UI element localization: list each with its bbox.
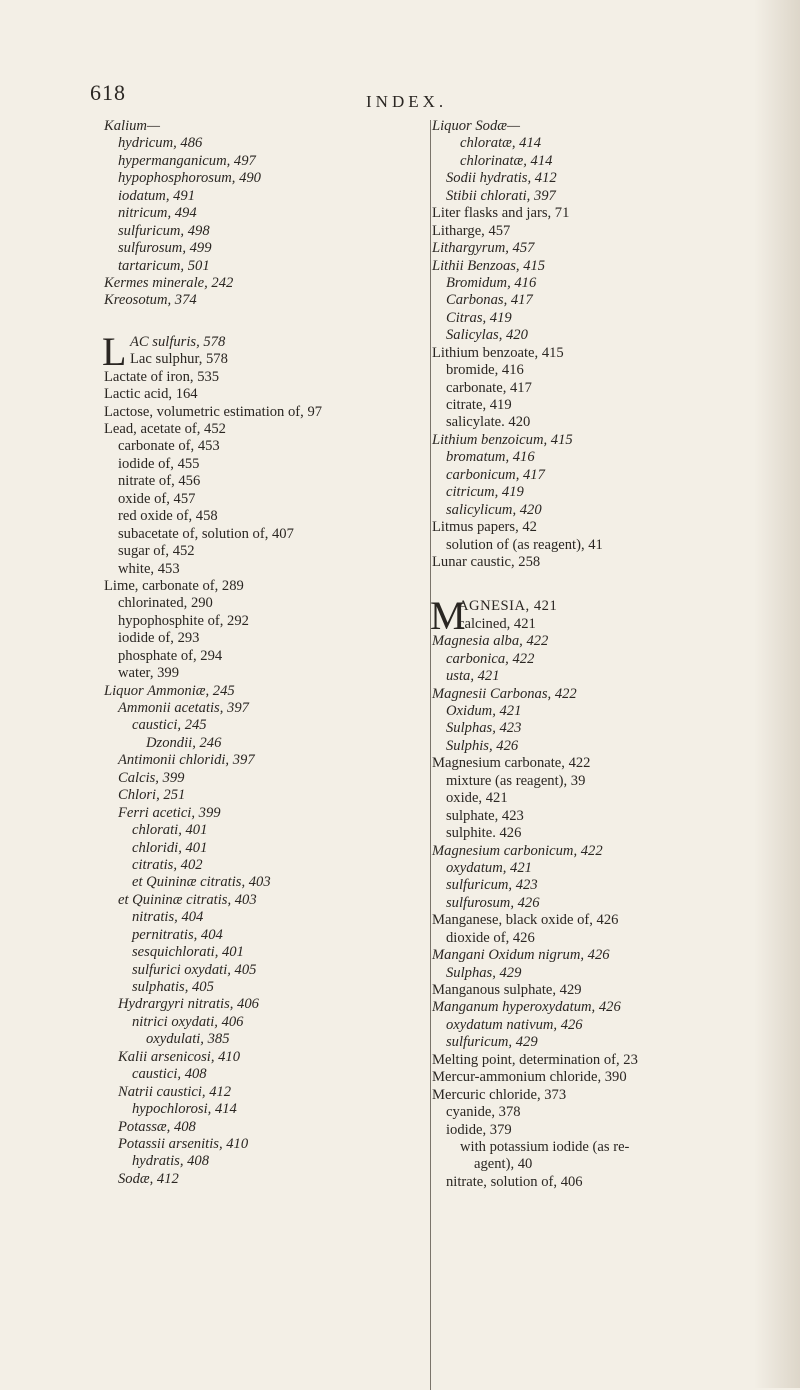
index-entry: chloratæ, 414	[460, 135, 542, 152]
index-entry: oxydatum, 421	[446, 859, 532, 876]
index-entry: mixture (as reagent), 39	[446, 772, 586, 789]
index-entry: iodide of, 293	[118, 630, 200, 647]
index-entry: Calcis, 399	[118, 769, 185, 786]
index-entry: sulphite. 426	[446, 825, 522, 842]
index-entry-text: AC sulfuris, 578	[130, 333, 226, 350]
index-entry: Sulphis, 426	[446, 737, 519, 754]
index-entry: Antimonii chloridi, 397	[118, 752, 255, 769]
index-entry: sulfuricum, 423	[446, 877, 538, 894]
page-number: 618	[90, 80, 126, 105]
index-entry: Oxidum, 421	[446, 703, 522, 719]
index-entry: Lithium benzoate, 415	[432, 344, 564, 361]
index-entry: Kermes minerale, 242	[104, 274, 234, 291]
index-entry: Manganese, black oxide of, 426	[432, 912, 619, 929]
section-gap	[104, 310, 424, 334]
index-entry: caustici, 245	[132, 717, 207, 734]
index-entry: Lactic acid, 164	[104, 386, 198, 403]
index-entry: Liter flasks and jars, 71	[432, 205, 570, 222]
index-entry: sulphatis, 405	[132, 979, 214, 995]
index-entry: hypophosphorosum, 490	[118, 170, 261, 187]
index-entry: usta, 421	[446, 668, 500, 685]
index-entry: iodatum, 491	[118, 187, 196, 204]
index-entry: et Quininæ citratis, 403	[118, 891, 257, 908]
index-entry: Lithii Benzoas, 415	[432, 257, 546, 274]
index-entry: Ammonii acetatis, 397	[118, 700, 249, 716]
index-entry: Kreosotum, 374	[104, 292, 197, 309]
index-entry: hydratis, 408	[132, 1153, 210, 1170]
index-entry: Magnesium carbonate, 422	[432, 755, 591, 772]
index-entry: carbonate, 417	[446, 379, 532, 396]
index-entry: Chlori, 251	[118, 787, 186, 804]
index-entry: oxide of, 457	[118, 490, 196, 507]
index-entry: Potassæ, 408	[118, 1118, 196, 1135]
index-entry: iodide, 379	[446, 1121, 512, 1138]
drop-cap-letter: M	[430, 593, 466, 639]
index-entry: Citras, 419	[446, 309, 512, 326]
index-entry: hypophosphite of, 292	[118, 612, 249, 629]
index-entry: Mercur-ammonium chloride, 390	[432, 1069, 627, 1086]
index-entry: Stibii chlorati, 397	[446, 187, 556, 204]
index-entry: nitrici oxydati, 406	[132, 1013, 244, 1030]
index-entry: chloridi, 401	[132, 839, 208, 856]
index-entry: with potassium iodide (as re-	[460, 1138, 630, 1155]
index-entry: hypermanganicum, 497	[118, 152, 256, 169]
index-entry: Liquor Ammoniæ, 245	[104, 682, 235, 699]
index-entry: calcined, 421	[458, 615, 536, 632]
index-entry: hydricum, 486	[118, 135, 203, 152]
index-entry: hypochlorosi, 414	[132, 1101, 237, 1118]
index-entry: Salicylas, 420	[446, 327, 528, 344]
index-entry: Lactate of iron, 535	[104, 368, 220, 385]
index-entry: carbonate of, 453	[118, 438, 220, 455]
index-entry: sulfurosum, 499	[118, 240, 212, 257]
index-entry: sesquichlorati, 401	[132, 944, 244, 961]
index-entry: subacetate of, solution of, 407	[118, 525, 294, 542]
index-entry: Bromidum, 416	[446, 274, 537, 291]
index-column-left	[104, 118, 424, 1188]
index-entry: water, 399	[118, 665, 180, 682]
index-entry: citrate, 419	[446, 397, 512, 413]
index-entry: Litharge, 457	[432, 222, 511, 239]
index-entry: chlorati, 401	[132, 822, 208, 839]
index-entry: pernitratis, 404	[132, 926, 223, 943]
index-entry: carbonica, 422	[446, 650, 535, 667]
index-entry: Lime, carbonate of, 289	[104, 577, 244, 594]
index-entry: Sodii hydratis, 412	[446, 170, 557, 187]
index-entry: nitrate of, 456	[118, 473, 201, 490]
index-entry: agent), 40	[474, 1156, 533, 1173]
index-entry: Kalium—	[104, 118, 160, 134]
index-entry: Lithargyrum, 457	[432, 240, 535, 257]
index-entry: oxydulati, 385	[146, 1031, 230, 1048]
index-entry: Lithium benzoicum, 415	[432, 431, 573, 448]
index-entry: citricum, 419	[446, 484, 524, 501]
index-entry: Magnesii Carbonas, 422	[432, 685, 577, 702]
index-entry: Lunar caustic, 258	[432, 553, 541, 570]
running-head: INDEX.	[366, 92, 448, 111]
index-entry: dioxide of, 426	[446, 929, 535, 946]
index-entry: carbonicum, 417	[446, 466, 545, 483]
index-entry: Sulphas, 423	[446, 720, 522, 737]
index-entry: Lead, acetate of, 452	[104, 421, 226, 437]
index-entry: Sulphas, 429	[446, 964, 522, 981]
index-entry: salicylicum, 420	[446, 501, 542, 518]
column-divider	[430, 120, 431, 1390]
index-entry: sulfuricum, 429	[446, 1034, 538, 1051]
index-entry: Hydrargyri nitratis, 406	[118, 996, 259, 1013]
index-entry-text: AGNESIA, 421	[458, 598, 558, 615]
index-entry: sulphate, 423	[446, 807, 524, 824]
index-entry: cyanide, 378	[446, 1104, 521, 1121]
index-entry: bromatum, 416	[446, 449, 535, 466]
index-entry: Lac sulphur, 578	[130, 351, 228, 368]
index-entry: salicylate. 420	[446, 414, 531, 431]
index-entry: sugar of, 452	[118, 543, 195, 560]
index-entry: oxide, 421	[446, 790, 508, 807]
index-entry: caustici, 408	[132, 1066, 207, 1083]
index-entry: Liquor Sodæ—	[432, 118, 520, 134]
index-entry: Sodæ, 412	[118, 1170, 179, 1187]
index-entry: solution of (as reagent), 41	[446, 536, 603, 553]
index-entry: Litmus papers, 42	[432, 519, 537, 536]
index-entry: white, 453	[118, 560, 180, 577]
index-entry: nitratis, 404	[132, 909, 204, 926]
index-entry: sulfurosum, 426	[446, 894, 540, 911]
index-entry: Ferri acetici, 399	[118, 804, 221, 821]
index-entry: Manganum hyperoxydatum, 426	[432, 999, 621, 1016]
index-entry: oxydatum nativum, 426	[446, 1016, 583, 1033]
index-entry: et Quininæ citratis, 403	[132, 874, 271, 891]
index-entry: Magnesium carbonicum, 422	[432, 842, 603, 859]
index-entry: Dzondii, 246	[146, 734, 222, 751]
index-column-right	[432, 118, 772, 1191]
drop-cap-letter: L	[102, 328, 127, 374]
index-entry: phosphate of, 294	[118, 647, 223, 664]
index-entry: Potassii arsenitis, 410	[118, 1135, 249, 1152]
index-entry: sulfuricum, 498	[118, 222, 210, 239]
index-entry: Lactose, volumetric estimation of, 97	[104, 403, 323, 420]
index-entry: red oxide of, 458	[118, 508, 218, 525]
index-entry: bromide, 416	[446, 362, 524, 379]
index-entry: Carbonas, 417	[446, 292, 533, 309]
index-entry: chlorinatæ, 414	[460, 152, 553, 169]
index-entry: chlorinated, 290	[118, 595, 213, 612]
index-entry: Natrii caustici, 412	[118, 1083, 232, 1100]
index-entry: nitrate, solution of, 406	[446, 1173, 583, 1190]
section-gap	[432, 571, 772, 598]
index-entry: Mercuric chloride, 373	[432, 1086, 567, 1103]
index-entry: Kalii arsenicosi, 410	[118, 1048, 241, 1065]
index-entry: Melting point, determination of, 23	[432, 1051, 638, 1068]
index-entry: citratis, 402	[132, 856, 203, 873]
index-entry: tartaricum, 501	[118, 257, 210, 274]
index-entry: Magnesia alba, 422	[432, 633, 549, 650]
index-entry: Manganous sulphate, 429	[432, 982, 582, 998]
index-entry: sulfurici oxydati, 405	[132, 961, 257, 978]
index-entry: nitricum, 494	[118, 205, 197, 222]
index-entry: iodide of, 455	[118, 455, 200, 472]
index-entry: Mangani Oxidum nigrum, 426	[432, 947, 610, 964]
